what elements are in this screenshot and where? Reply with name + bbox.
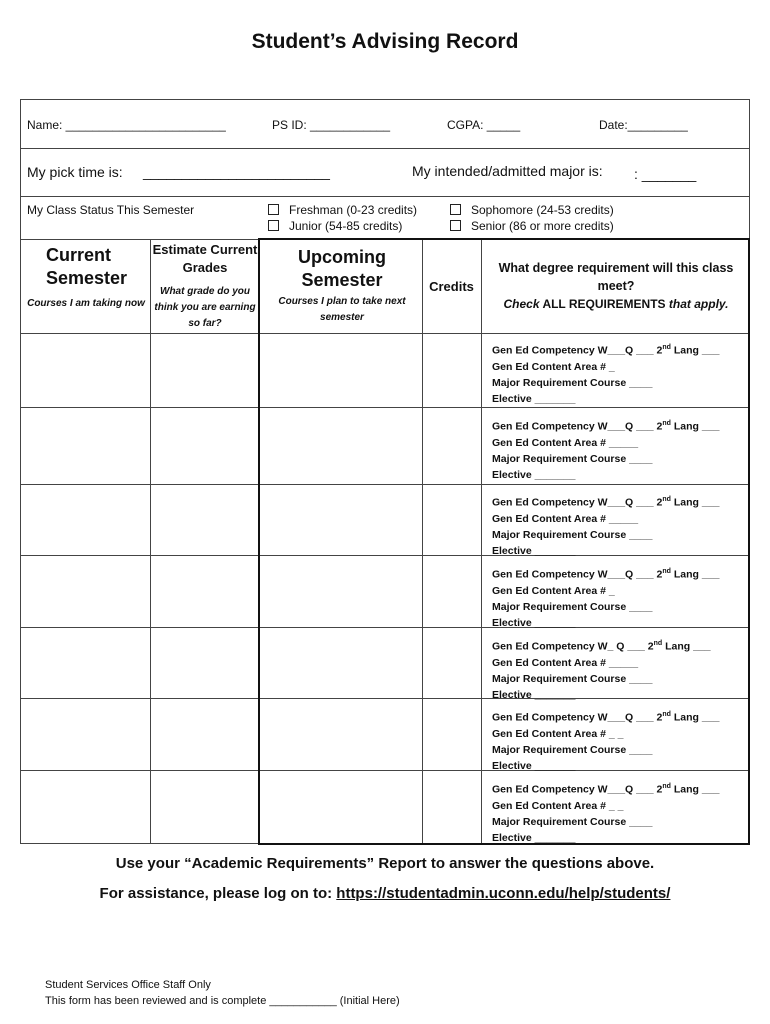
checkbox-icon[interactable]: [450, 204, 461, 215]
page-title: Student’s Advising Record: [251, 30, 519, 53]
elective-line: Elective _______: [492, 831, 576, 844]
divider: [20, 99, 21, 844]
major-requirement-line: Major Requirement Course ____: [492, 743, 653, 756]
status-option-junior[interactable]: Junior (54-85 credits): [268, 219, 402, 233]
staff-title: Student Services Office Staff Only: [45, 979, 211, 991]
gen-ed-competency-line: Gen Ed Competency W_ Q ___ 2nd Lang ___: [492, 640, 711, 653]
divider: [20, 239, 258, 240]
requirement-checklist[interactable]: [492, 564, 719, 631]
requirement-checklist[interactable]: [492, 340, 719, 407]
major-requirement-line: Major Requirement Course ____: [492, 815, 653, 828]
major-label: My intended/admitted major is:: [412, 163, 603, 179]
requirement-checklist[interactable]: [492, 779, 719, 846]
checkbox-icon[interactable]: [268, 204, 279, 215]
gen-ed-content-line: Gen Ed Content Area # _: [492, 360, 615, 373]
gen-ed-competency-line: Gen Ed Competency W___Q ___ 2nd Lang ___: [492, 420, 720, 433]
divider: [20, 99, 750, 100]
pick-time-field[interactable]: ________________________: [143, 164, 330, 180]
elective-line: Elective _______: [492, 544, 576, 557]
gen-ed-content-line: Gen Ed Content Area # _____: [492, 512, 639, 525]
divider: [20, 843, 260, 844]
requirement-checklist[interactable]: [492, 636, 711, 703]
divider: [20, 148, 750, 149]
gen-ed-competency-line: Gen Ed Competency W___Q ___ 2nd Lang ___: [492, 783, 720, 796]
gen-ed-competency-line: Gen Ed Competency W___Q ___ 2nd Lang ___: [492, 568, 720, 581]
divider: [422, 239, 423, 843]
current-semester-header: Current Semester Courses I am taking now: [27, 245, 145, 309]
help-link[interactable]: https://studentadmin.uconn.edu/help/students/: [336, 885, 671, 902]
frame-border: [258, 238, 260, 845]
gen-ed-content-line: Gen Ed Content Area # _____: [492, 656, 639, 669]
frame-border: [748, 238, 750, 845]
cgpa-field[interactable]: CGPA: _____: [447, 118, 521, 132]
divider: [749, 99, 750, 239]
major-requirement-line: Major Requirement Course ____: [492, 600, 653, 613]
gen-ed-content-line: Gen Ed Content Area # _ _: [492, 799, 624, 812]
major-requirement-line: Major Requirement Course ____: [492, 672, 653, 685]
status-option-senior[interactable]: Senior (86 or more credits): [450, 219, 614, 233]
estimate-grades-header: Estimate Current Grades What grade do you think you are earning so far?: [152, 242, 258, 329]
divider: [20, 407, 750, 408]
major-requirement-line: Major Requirement Course ____: [492, 452, 653, 465]
elective-line: Elective _______: [492, 759, 576, 772]
status-option-freshman[interactable]: Freshman (0-23 credits): [268, 203, 417, 217]
gen-ed-competency-line: Gen Ed Competency W___Q ___ 2nd Lang ___: [492, 711, 720, 724]
assistance-line: For assistance, please log on to: https://studentadmin.uconn.edu/help/students/: [99, 885, 671, 902]
gen-ed-content-line: Gen Ed Content Area # _____: [492, 436, 639, 449]
pick-time-label: My pick time is:: [27, 164, 123, 180]
gen-ed-competency-line: Gen Ed Competency W___Q ___ 2nd Lang ___: [492, 496, 720, 509]
requirement-checklist[interactable]: [492, 416, 719, 483]
major-requirement-line: Major Requirement Course ____: [492, 376, 653, 389]
divider: [150, 239, 151, 844]
date-field[interactable]: Date:_________: [599, 118, 688, 132]
class-status-label: My Class Status This Semester: [27, 203, 195, 217]
gen-ed-content-line: Gen Ed Content Area # _: [492, 584, 615, 597]
divider: [20, 333, 750, 334]
major-requirement-line: Major Requirement Course ____: [492, 528, 653, 541]
divider: [20, 484, 750, 485]
divider: [20, 196, 750, 197]
name-field[interactable]: Name: ________________________: [27, 118, 226, 132]
elective-line: Elective _______: [492, 468, 576, 481]
credits-header: Credits: [429, 279, 474, 294]
staff-review-line: This form has been reviewed and is complete ___________ (Initial Here): [45, 995, 400, 1007]
checkbox-icon[interactable]: [268, 220, 279, 231]
gen-ed-competency-line: Gen Ed Competency W___Q ___ 2nd Lang ___: [492, 344, 720, 357]
requirement-checklist[interactable]: [492, 707, 719, 774]
psid-field[interactable]: PS ID: ____________: [272, 118, 391, 132]
gen-ed-content-line: Gen Ed Content Area # _ _: [492, 727, 624, 740]
elective-line: Elective _______: [492, 616, 576, 629]
instructions-line: Use your “Academic Requirements” Report to answer the questions above.: [115, 855, 655, 872]
major-field[interactable]: : _______: [634, 166, 697, 182]
requirement-header: What degree requirement will this class meet? Check ALL REQUIREMENTS that apply.: [498, 261, 734, 311]
status-option-sophomore[interactable]: Sophomore (24-53 credits): [450, 203, 614, 217]
checkbox-icon[interactable]: [450, 220, 461, 231]
elective-line: Elective _______: [492, 688, 576, 701]
divider: [481, 239, 482, 843]
upcoming-semester-header: Upcoming Semester Courses I plan to take next semester: [278, 247, 406, 323]
requirement-checklist[interactable]: [492, 492, 719, 559]
elective-line: Elective _______: [492, 392, 576, 405]
frame-border: [258, 238, 750, 240]
